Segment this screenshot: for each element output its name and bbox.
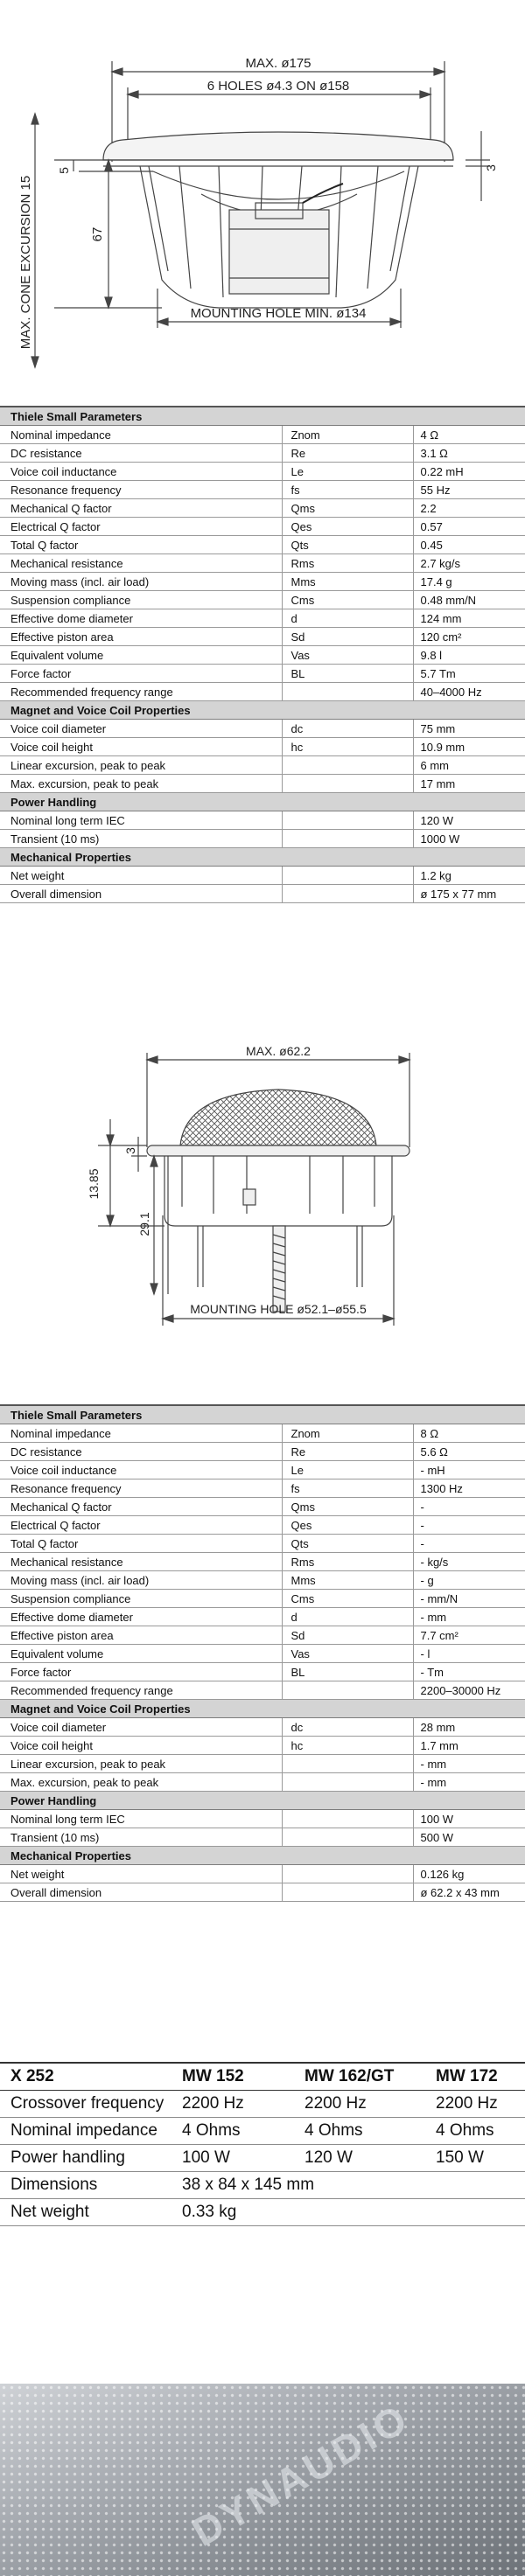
parameter-name: Equivalent volume [0, 1645, 282, 1663]
table-row [0, 811, 525, 830]
parameter-symbol [282, 1883, 413, 1902]
woofer-spec-table [0, 406, 525, 903]
parameter-name: Net weight [0, 867, 282, 885]
summary-value: 2200 Hz [294, 2091, 425, 2118]
parameter-value: - mm [413, 1608, 525, 1626]
parameter-value: 0.45 [413, 536, 525, 554]
parameter-name: Resonance frequency [0, 1479, 282, 1498]
summary-value: 4 Ohms [294, 2118, 425, 2145]
parameter-symbol: BL [282, 665, 413, 683]
summary-header-cell: MW 162/GT [294, 2063, 425, 2091]
parameter-value: ø 175 x 77 mm [413, 885, 525, 903]
parameter-symbol: fs [282, 481, 413, 499]
summary-value: 100 W [172, 2145, 294, 2172]
parameter-value: 8 Ω [413, 1424, 525, 1443]
parameter-value: 3.1 Ω [413, 444, 525, 463]
parameter-symbol [282, 867, 413, 885]
parameter-symbol: Sd [282, 1626, 413, 1645]
section-title: Power Handling [0, 1792, 525, 1810]
parameter-value: - g [413, 1571, 525, 1590]
parameter-value: 0.22 mH [413, 463, 525, 481]
table-row [0, 1590, 525, 1608]
parameter-symbol: d [282, 1608, 413, 1626]
table-row [0, 481, 525, 499]
parameter-symbol: Qts [282, 1535, 413, 1553]
table-row [0, 1608, 525, 1626]
parameter-value: 2.2 [413, 499, 525, 518]
table-row [0, 1755, 525, 1773]
parameter-symbol: Vas [282, 646, 413, 665]
parameter-value: 100 W [413, 1810, 525, 1828]
tweeter-technical-drawing [0, 1032, 525, 1364]
parameter-name: Net weight [0, 1865, 282, 1883]
parameter-name: Suspension compliance [0, 1590, 282, 1608]
table-row [0, 1626, 525, 1645]
parameter-symbol: dc [282, 1718, 413, 1737]
parameter-name: Max. excursion, peak to peak [0, 1773, 282, 1792]
parameter-symbol: Qts [282, 536, 413, 554]
parameter-symbol: d [282, 609, 413, 628]
parameter-symbol: Le [282, 1461, 413, 1479]
tweeter-dim-291: 29.1 [137, 1212, 151, 1236]
summary-value: 120 W [294, 2145, 425, 2172]
parameter-value: ø 62.2 x 43 mm [413, 1883, 525, 1902]
parameter-name: Voice coil inductance [0, 463, 282, 481]
table-row [0, 1883, 525, 1902]
summary-value: 2200 Hz [425, 2091, 525, 2118]
parameter-value: - mm [413, 1755, 525, 1773]
parameter-name: Suspension compliance [0, 591, 282, 609]
section-header-row [0, 407, 525, 426]
parameter-value: 28 mm [413, 1718, 525, 1737]
summary-label: Crossover frequency [0, 2091, 172, 2118]
woofer-technical-drawing [0, 0, 525, 402]
parameter-name: Voice coil height [0, 1737, 282, 1755]
table-row [0, 1498, 525, 1516]
parameter-value: 10.9 mm [413, 738, 525, 756]
table-row [0, 426, 525, 444]
section-title: Magnet and Voice Coil Properties [0, 1700, 525, 1718]
parameter-name: Linear excursion, peak to peak [0, 1755, 282, 1773]
parameter-value: 1.7 mm [413, 1737, 525, 1755]
woofer-dim-outer: MAX. ø175 [245, 56, 312, 71]
section-header-row [0, 1700, 525, 1718]
table-row [0, 463, 525, 481]
parameter-symbol [282, 775, 413, 793]
summary-row [0, 2118, 525, 2145]
parameter-symbol: Mms [282, 573, 413, 591]
woofer-dim-excursion: MAX. CONE EXCURSION 15 [18, 175, 33, 350]
parameter-name: DC resistance [0, 1443, 282, 1461]
parameter-name: Nominal long term IEC [0, 1810, 282, 1828]
parameter-value: 4 Ω [413, 426, 525, 444]
parameter-value: 500 W [413, 1828, 525, 1847]
summary-label: Dimensions [0, 2172, 172, 2199]
table-row [0, 444, 525, 463]
parameter-symbol: fs [282, 1479, 413, 1498]
table-row [0, 683, 525, 701]
parameter-symbol: Znom [282, 1424, 413, 1443]
parameter-value: 17 mm [413, 775, 525, 793]
parameter-symbol [282, 683, 413, 701]
parameter-value: 6 mm [413, 756, 525, 775]
table-row [0, 1773, 525, 1792]
parameter-name: Effective piston area [0, 1626, 282, 1645]
parameter-name: Mechanical resistance [0, 1553, 282, 1571]
parameter-name: Electrical Q factor [0, 1516, 282, 1535]
table-row [0, 756, 525, 775]
tweeter-dim-outer: MAX. ø62.2 [246, 1044, 311, 1058]
woofer-dim-5: 5 [57, 167, 71, 174]
parameter-name: Moving mass (incl. air load) [0, 1571, 282, 1590]
parameter-name: Voice coil height [0, 738, 282, 756]
table-row [0, 665, 525, 683]
parameter-value: 120 cm² [413, 628, 525, 646]
parameter-symbol: Qms [282, 1498, 413, 1516]
parameter-name: Transient (10 ms) [0, 830, 282, 848]
parameter-symbol: Mms [282, 1571, 413, 1590]
table-row [0, 1461, 525, 1479]
parameter-value: 1000 W [413, 830, 525, 848]
parameter-name: Recommended frequency range [0, 1681, 282, 1700]
parameter-name: Overall dimension [0, 1883, 282, 1902]
section-header-row [0, 1847, 525, 1865]
tweeter-dim-mount: MOUNTING HOLE ø52.1–ø55.5 [190, 1302, 367, 1316]
brand-logo: DYNAUDIO [184, 2394, 417, 2555]
parameter-value: 0.57 [413, 518, 525, 536]
section-header-row [0, 793, 525, 811]
tweeter-parameters-table [0, 1404, 525, 1902]
parameter-symbol [282, 1810, 413, 1828]
summary-value: 150 W [425, 2145, 525, 2172]
parameter-symbol: Znom [282, 426, 413, 444]
parameter-value: 5.7 Tm [413, 665, 525, 683]
summary-table [0, 2062, 525, 2226]
parameter-name: Voice coil diameter [0, 720, 282, 738]
parameter-name: Force factor [0, 1663, 282, 1681]
parameter-symbol: dc [282, 720, 413, 738]
parameter-value: 9.8 l [413, 646, 525, 665]
parameter-name: Nominal impedance [0, 426, 282, 444]
parameter-symbol: Vas [282, 1645, 413, 1663]
parameter-value: 55 Hz [413, 481, 525, 499]
parameter-symbol [282, 1828, 413, 1847]
parameter-name: Nominal impedance [0, 1424, 282, 1443]
parameter-value: - Tm [413, 1663, 525, 1681]
table-row [0, 1737, 525, 1755]
woofer-dim-holes: 6 HOLES ø4.3 ON ø158 [206, 79, 350, 94]
parameter-symbol: Re [282, 1443, 413, 1461]
parameter-symbol: Rms [282, 554, 413, 573]
speaker-grille-photo [0, 2384, 525, 2576]
parameter-symbol: Qes [282, 518, 413, 536]
parameter-symbol: hc [282, 738, 413, 756]
table-row [0, 554, 525, 573]
parameter-name: Electrical Q factor [0, 518, 282, 536]
parameter-value: - [413, 1498, 525, 1516]
parameter-symbol [282, 885, 413, 903]
parameter-value: - mm [413, 1773, 525, 1792]
parameter-name: Effective dome diameter [0, 609, 282, 628]
summary-value: 4 Ohms [172, 2118, 294, 2145]
section-title: Magnet and Voice Coil Properties [0, 701, 525, 720]
table-row [0, 775, 525, 793]
woofer-dim-3: 3 [484, 164, 498, 171]
table-row [0, 738, 525, 756]
parameter-name: Transient (10 ms) [0, 1828, 282, 1847]
section-header-row [0, 1792, 525, 1810]
section-title: Thiele Small Parameters [0, 407, 525, 426]
section-title: Mechanical Properties [0, 848, 525, 867]
parameter-symbol: BL [282, 1663, 413, 1681]
parameter-value: 1.2 kg [413, 867, 525, 885]
parameter-symbol: Re [282, 444, 413, 463]
section-header-row [0, 848, 525, 867]
summary-header-cell: MW 172 [425, 2063, 525, 2091]
table-row [0, 1571, 525, 1590]
parameter-name: Nominal long term IEC [0, 811, 282, 830]
table-row [0, 830, 525, 848]
section-header-row [0, 701, 525, 720]
parameter-value: 0.126 kg [413, 1865, 525, 1883]
parameter-name: Effective piston area [0, 628, 282, 646]
parameter-symbol [282, 1773, 413, 1792]
summary-row [0, 2091, 525, 2118]
section-header-row [0, 1405, 525, 1424]
parameter-symbol: Cms [282, 591, 413, 609]
summary-row [0, 2199, 525, 2226]
parameter-name: Max. excursion, peak to peak [0, 775, 282, 793]
parameter-value: 7.7 cm² [413, 1626, 525, 1645]
summary-value: 4 Ohms [425, 2118, 525, 2145]
table-row [0, 1535, 525, 1553]
parameter-value: 75 mm [413, 720, 525, 738]
table-row [0, 1828, 525, 1847]
parameter-name: Force factor [0, 665, 282, 683]
woofer-dim-67: 67 [90, 226, 105, 242]
parameter-name: Voice coil diameter [0, 1718, 282, 1737]
parameter-value: 17.4 g [413, 573, 525, 591]
summary-value: 2200 Hz [172, 2091, 294, 2118]
summary-header-cell: X 252 [0, 2063, 172, 2091]
parameter-symbol [282, 1865, 413, 1883]
parameter-symbol: Rms [282, 1553, 413, 1571]
parameter-symbol: Qms [282, 499, 413, 518]
parameter-value: - [413, 1516, 525, 1535]
table-row [0, 1718, 525, 1737]
parameter-value: - kg/s [413, 1553, 525, 1571]
summary-row [0, 2172, 525, 2199]
tweeter-drawing [0, 1032, 525, 1364]
parameter-value: - l [413, 1645, 525, 1663]
tweeter-dim-1385: 13.85 [87, 1168, 101, 1200]
table-row [0, 646, 525, 665]
parameter-name: Equivalent volume [0, 646, 282, 665]
parameter-symbol: Cms [282, 1590, 413, 1608]
parameter-symbol: Le [282, 463, 413, 481]
parameter-symbol [282, 811, 413, 830]
parameter-name: Recommended frequency range [0, 683, 282, 701]
section-title: Thiele Small Parameters [0, 1405, 525, 1424]
parameter-name: Linear excursion, peak to peak [0, 756, 282, 775]
parameter-name: Voice coil inductance [0, 1461, 282, 1479]
parameter-value: - mH [413, 1461, 525, 1479]
table-row [0, 591, 525, 609]
woofer-parameters-table [0, 406, 525, 903]
table-row [0, 867, 525, 885]
parameter-symbol [282, 756, 413, 775]
summary-label: Nominal impedance [0, 2118, 172, 2145]
table-row [0, 720, 525, 738]
table-row [0, 1479, 525, 1498]
table-row [0, 536, 525, 554]
parameter-value: 120 W [413, 811, 525, 830]
table-row [0, 1810, 525, 1828]
summary-header-cell: MW 152 [172, 2063, 294, 2091]
parameter-symbol: Sd [282, 628, 413, 646]
table-row [0, 499, 525, 518]
table-row [0, 1645, 525, 1663]
summary-label: Power handling [0, 2145, 172, 2172]
table-row [0, 628, 525, 646]
parameter-name: Overall dimension [0, 885, 282, 903]
summary-header-row [0, 2063, 525, 2091]
parameter-name: Resonance frequency [0, 481, 282, 499]
summary-row [0, 2145, 525, 2172]
parameter-value: 5.6 Ω [413, 1443, 525, 1461]
parameter-name: Mechanical resistance [0, 554, 282, 573]
parameter-value: - [413, 1535, 525, 1553]
table-row [0, 1663, 525, 1681]
parameter-name: DC resistance [0, 444, 282, 463]
parameter-value: 124 mm [413, 609, 525, 628]
table-row [0, 1443, 525, 1461]
parameter-symbol [282, 1755, 413, 1773]
parameter-value: 2200–30000 Hz [413, 1681, 525, 1700]
section-title: Power Handling [0, 793, 525, 811]
section-title: Mechanical Properties [0, 1847, 525, 1865]
parameter-value: 2.7 kg/s [413, 554, 525, 573]
parameter-symbol: hc [282, 1737, 413, 1755]
parameter-name: Moving mass (incl. air load) [0, 573, 282, 591]
table-row [0, 573, 525, 591]
parameter-value: 40–4000 Hz [413, 683, 525, 701]
table-row [0, 1681, 525, 1700]
table-row [0, 1516, 525, 1535]
table-row [0, 885, 525, 903]
parameter-value: - mm/N [413, 1590, 525, 1608]
table-row [0, 1553, 525, 1571]
woofer-drawing [0, 0, 525, 402]
parameter-name: Effective dome diameter [0, 1608, 282, 1626]
parameter-symbol [282, 1681, 413, 1700]
summary-value: 38 x 84 x 145 mm [172, 2172, 525, 2199]
summary-label: Net weight [0, 2199, 172, 2226]
table-row [0, 609, 525, 628]
table-row [0, 1424, 525, 1443]
woofer-dim-mount: MOUNTING HOLE MIN. ø134 [190, 306, 367, 321]
parameter-name: Total Q factor [0, 536, 282, 554]
table-row [0, 1865, 525, 1883]
tweeter-dim-3: 3 [123, 1147, 137, 1154]
parameter-symbol: Qes [282, 1516, 413, 1535]
parameter-value: 1300 Hz [413, 1479, 525, 1498]
parameter-name: Total Q factor [0, 1535, 282, 1553]
parameter-symbol [282, 830, 413, 848]
parameter-name: Mechanical Q factor [0, 1498, 282, 1516]
parameter-value: 0.48 mm/N [413, 591, 525, 609]
table-row [0, 518, 525, 536]
parameter-name: Mechanical Q factor [0, 499, 282, 518]
summary-value: 0.33 kg [172, 2199, 525, 2226]
summary-table-wrap [0, 2062, 525, 2226]
tweeter-spec-table [0, 1404, 525, 1902]
